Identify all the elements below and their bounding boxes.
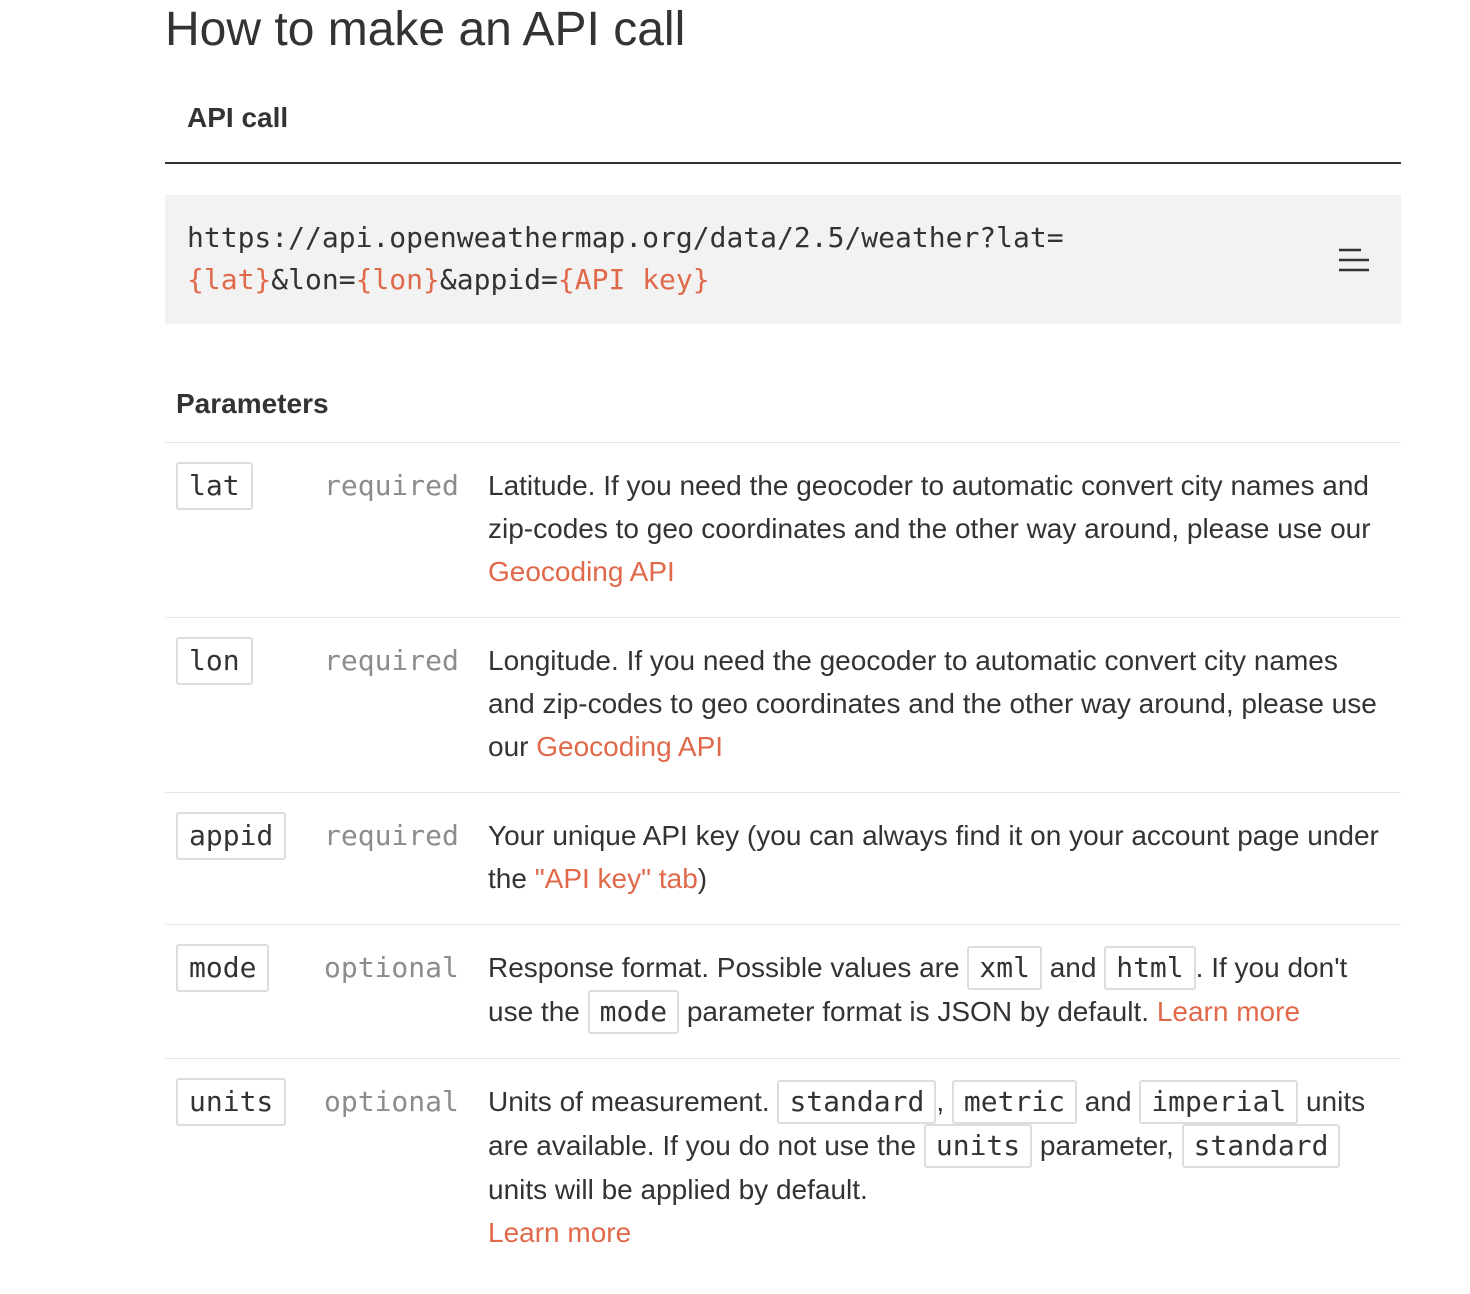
param-name-units: units [176, 1078, 286, 1126]
param-row-lat [165, 443, 1401, 618]
geocoding-api-link[interactable]: Geocoding API [536, 731, 724, 762]
param-description [488, 812, 1401, 900]
api-call-code-block [165, 195, 1401, 324]
desc-text: Your unique API key (you can always find it on your account page under the [488, 820, 1379, 894]
param-name-cell [165, 637, 324, 685]
page-title: How to make an API call [165, 3, 686, 56]
tab-api-call[interactable]: API call [187, 102, 289, 133]
url-lon-placeholder: {lon} [355, 263, 440, 296]
value-units: units [924, 1124, 1032, 1168]
api-call-url [187, 217, 1064, 301]
param-name-appid: appid [176, 812, 286, 860]
param-name-lon: lon [176, 637, 253, 685]
param-requirement: optional [324, 1085, 459, 1118]
param-requirement: required [324, 469, 459, 502]
url-base: https://api.openweathermap.org/data/2.5/weather?lat= [187, 221, 1064, 254]
code-tabs [165, 98, 1401, 164]
desc-text: units are available. If you do not use the [488, 1086, 1366, 1161]
param-name-cell [165, 1078, 324, 1126]
value-standard-default: standard [1182, 1124, 1341, 1168]
param-row-units [165, 1059, 1401, 1278]
desc-text: and [1041, 952, 1105, 983]
desc-text: Longitude. If you need the geocoder to automatic convert city names and zip-codes to geo coordinates and the other way around, please use our [488, 645, 1377, 762]
param-row-lon [165, 618, 1401, 793]
value-metric: metric [952, 1080, 1077, 1124]
param-name-cell [165, 812, 324, 860]
desc-text: , [936, 1086, 952, 1117]
parameters-heading: Parameters [165, 384, 1401, 443]
value-mode: mode [588, 990, 679, 1034]
param-requirement: required [324, 644, 459, 677]
parameters-table [165, 443, 1401, 1278]
param-name-lat: lat [176, 462, 253, 510]
param-name-cell [165, 462, 324, 510]
param-description [488, 462, 1401, 593]
learn-more-link[interactable]: Learn more [1156, 996, 1301, 1027]
geocoding-api-link[interactable]: Geocoding API [488, 556, 675, 587]
param-description [488, 1078, 1401, 1254]
param-name-cell [165, 944, 324, 992]
param-row-mode [165, 925, 1401, 1059]
param-name-mode: mode [176, 944, 269, 992]
desc-text: and [1077, 1086, 1140, 1117]
param-row-appid [165, 793, 1401, 925]
value-xml: xml [967, 946, 1042, 990]
api-docs-section [165, 0, 1401, 1278]
learn-more-link[interactable]: Learn more [488, 1217, 632, 1248]
value-imperial: imperial [1139, 1080, 1298, 1124]
desc-text: . If you don't use the [488, 952, 1348, 1027]
desc-text: parameter format is JSON by default. [679, 996, 1157, 1027]
url-key-placeholder: {API key} [557, 263, 710, 296]
param-requirement: optional [324, 951, 459, 984]
url-appid-separator: &appid= [439, 263, 558, 296]
param-requirement: required [324, 819, 459, 852]
menu-lines-icon[interactable] [1339, 247, 1369, 273]
desc-text-after: ) [697, 863, 708, 894]
param-description [488, 637, 1401, 768]
param-description [488, 944, 1401, 1034]
url-lon-separator: &lon= [271, 263, 356, 296]
desc-text: Units of measurement. [488, 1086, 778, 1117]
url-lat-placeholder: {lat} [187, 263, 272, 296]
api-key-tab-link[interactable]: "API key" tab [534, 863, 698, 894]
value-html: html [1104, 946, 1195, 990]
desc-text: Latitude. If you need the geocoder to automatic convert city names and zip-codes to geo coordinates and the other way around, please use our [488, 470, 1371, 544]
desc-text: units will be applied by default. [488, 1174, 868, 1205]
desc-text: Response format. Possible values are [488, 952, 968, 983]
value-standard: standard [777, 1080, 936, 1124]
desc-text: parameter, [1032, 1130, 1182, 1161]
